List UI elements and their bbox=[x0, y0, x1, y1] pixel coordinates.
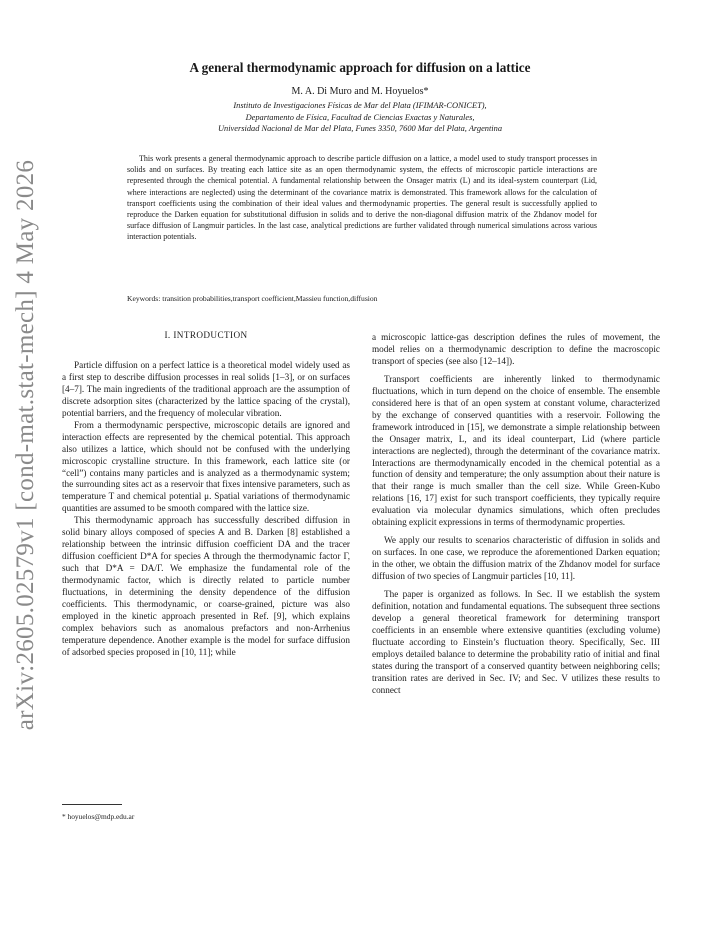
left-column bbox=[62, 330, 350, 659]
paragraph: We apply our results to scenarios characteristic of diffusion in solids and on surfaces. In one case, we reproduce the aforementioned Darken equation; in the other, we obtain the diffusion matrix of the Zhdanov model for surface diffusion of two species of Langmuir particles [10, 11]. bbox=[372, 535, 660, 582]
arxiv-id-text: arXiv:2605.02579v1 [cond-mat.stat-mech] 4 May 2026 bbox=[12, 159, 39, 731]
paragraph: The paper is organized as follows. In Sec. II we establish the system definition, notation and fundamental equations. The subsequent three sections develop a general theoretical framework for determining transport coefficients in an ensemble where extensive quantities (excluding volume) fluctuate according to Einstein’s fluctuation theory. Specifically, Sec. III employs detailed balance to determine the probability ratio of initial and final states during the transport of a conserved quantity between neighboring cells; transition rates are derived in Sec. IV; and Sec. V utilizes these results to connect bbox=[372, 589, 660, 695]
paragraph: Transport coefficients are inherently linked to thermodynamic fluctuations, which in turn depend on the choice of ensemble. The ensemble considered here is that of an open system at constant volume, characterized by the exchange of conserved quantities with a reservoir. Following the framework introduced in [15], we demonstrate a simple relationship between the Onsager matrix, L, and its ideal counterpart, Lid (where particle interactions are neglected), through the determinant of the covariance matrix. Interactions are thermodynamically encoded in the chemical potential as a function of density and temperature; the only assumption about their nature is that their range is much smaller than the cell size. While Green-Kubo relations [16, 17] exist for such transport coefficients, they typically require evaluation via molecular dynamics simulations, which often precludes obtaining explicit expressions in terms of thermodynamic properties. bbox=[372, 373, 660, 528]
footnote: * hoyuelos@mdp.edu.ar bbox=[62, 812, 135, 821]
affiliation-line: Instituto de Investigaciones Físicas de Mar del Plata (IFIMAR-CONICET), bbox=[233, 101, 487, 110]
keywords: Keywords: transition probabilities,transport coefficient,Massieu function,diffusion bbox=[127, 294, 378, 303]
paper-title: A general thermodynamic approach for diffusion on a lattice bbox=[189, 60, 531, 75]
paragraph: This thermodynamic approach has successfully described diffusion in solid binary alloys composed of species A and B. Darken [8] established a relationship between the intrinsic diffusion coefficient DA and the tracer diffusion coefficient D*A for species A through the thermodynamic factor Γ, such that D*A = DA/Γ. We emphasize the fundamental role of the thermodynamic factor, which is directly related to particle number fluctuations, in determining the density dependence of the diffusion coefficients. This thermodynamic, or coarse-grained, picture was also employed in the kinetic approach presented in Ref. [9], which explains complex behaviors such as anomalous prefactors and non-Arrhenius temperature dependence. Another example is the model for surface diffusion of adsorbed species proposed in [10, 11]; while bbox=[62, 515, 350, 657]
paragraph: a microscopic lattice-gas description defines the rules of movement, the model relies on a thermodynamic description to define the macroscopic transport of species (see also [12–14]). bbox=[372, 332, 660, 366]
arxiv-identifier bbox=[4, 159, 48, 731]
right-column bbox=[372, 332, 660, 697]
abstract: This work presents a general thermodynamic approach to describe particle diffusion on a lattice, a model used to study transport processes in solids and on surfaces. By treating each lattice site as an open thermodynamic system, the effects of microscopic particle interactions are represented through the chemical potential. A fundamental relationship between the Onsager matrix (L) and its ideal-system counterpart (Lid, where interactions are neglected) using the determinant of the covariance matrix is demonstrated. This framework allows for the calculation of transport coefficients using the combination of their ideal values and thermodynamic properties. The general result is successfully applied to reproduce the Darken equation for substitutional diffusion in solids and to derive the non-diagonal diffusion matrix of the Zhdanov model for surface diffusion of Langmuir particles. In the last case, analytical predictions are further validated through numerical simulations across various interaction potentials. bbox=[127, 154, 597, 242]
section-heading: I. INTRODUCTION bbox=[164, 330, 248, 340]
paper-authors: M. A. Di Muro and M. Hoyuelos* bbox=[291, 86, 429, 97]
footnote-rule bbox=[62, 804, 122, 805]
affiliation bbox=[60, 100, 660, 135]
paragraph: Particle diffusion on a perfect lattice is a theoretical model widely used as a first step to describe diffusion processes in real solids [1–3], or on surfaces [4–7]. The main ingredients of the traditional approach are the assumption of discrete adsorption sites (characterized by the lattice spacing of the crystal), potential barriers, and the frequency of molecular vibration. bbox=[62, 359, 350, 418]
paragraph: From a thermodynamic perspective, microscopic details are ignored and interaction effects are represented by the chemical potential. This approach also utilizes a lattice, which should not be confused with the underlying microscopic crystalline structure. In this framework, each lattice site (or “cell”) contains many particles and is analyzed as a thermodynamic system; the surrounding sites act as a reservoir that fixes intensive parameters, such as temperature T and chemical potential μ. Spatial variations of thermodynamic quantities are assumed to be smooth compared with the lattice size. bbox=[62, 419, 350, 514]
affiliation-line: Universidad Nacional de Mar del Plata, Funes 3350, 7600 Mar del Plata, Argentina bbox=[217, 124, 503, 134]
affiliation-line: Departamento de Física, Facultad de Ciencias Exactas y Naturales, bbox=[245, 112, 475, 122]
